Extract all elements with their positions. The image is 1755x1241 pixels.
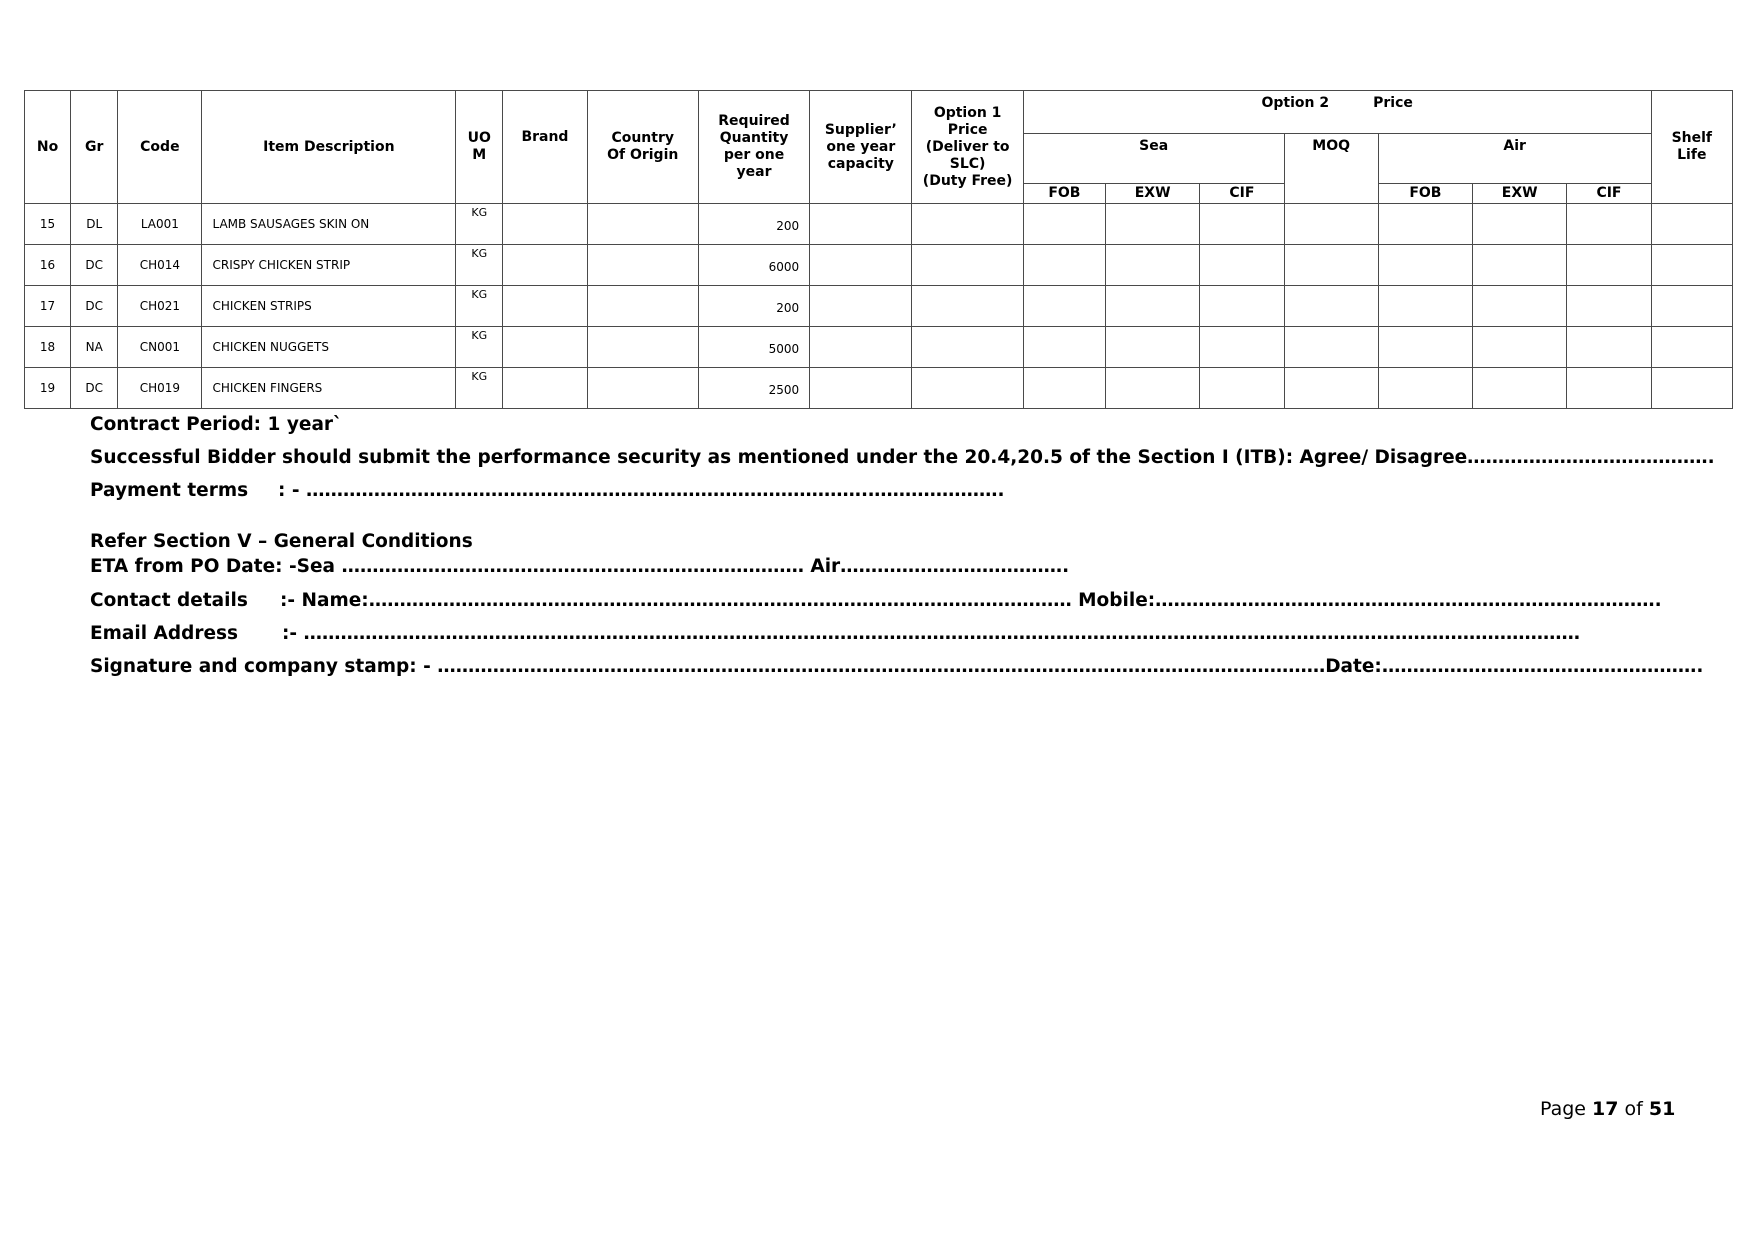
header-price-label: Price: [1373, 95, 1413, 111]
header-option1-line3: (Deliver to: [925, 138, 1010, 155]
row-sea-cif[interactable]: [1200, 327, 1284, 368]
row-sea-fob[interactable]: [1023, 204, 1105, 245]
row-gr: DL: [71, 204, 118, 245]
table-row: [25, 368, 1733, 409]
header-option1-line5: (Duty Free): [922, 172, 1013, 189]
row-shelf-life[interactable]: [1651, 245, 1732, 286]
row-shelf-life[interactable]: [1651, 286, 1732, 327]
row-air-fob[interactable]: [1378, 245, 1472, 286]
row-moq[interactable]: [1284, 204, 1378, 245]
row-air-exw[interactable]: [1473, 368, 1567, 409]
row-air-fob[interactable]: [1378, 368, 1472, 409]
row-brand[interactable]: [503, 286, 587, 327]
page-number: [1540, 1098, 1675, 1120]
row-moq[interactable]: [1284, 286, 1378, 327]
row-sea-exw[interactable]: [1106, 327, 1200, 368]
header-option2-price: [1023, 91, 1651, 134]
page-total: 51: [1648, 1098, 1676, 1120]
header-sea-fob: FOB: [1023, 184, 1105, 204]
header-brand: Brand: [503, 91, 587, 204]
row-supplier-capacity[interactable]: [810, 327, 912, 368]
row-qty: 200: [698, 286, 809, 327]
row-description: CRISPY CHICKEN STRIP: [202, 245, 456, 286]
row-shelf-life[interactable]: [1651, 368, 1732, 409]
row-sea-cif[interactable]: [1200, 204, 1284, 245]
row-no: 18: [25, 327, 71, 368]
header-option2-label: Option 2: [1261, 95, 1330, 111]
row-qty: 6000: [698, 245, 809, 286]
row-supplier-capacity[interactable]: [810, 286, 912, 327]
email-address: [90, 623, 1580, 644]
row-sea-cif[interactable]: [1200, 368, 1284, 409]
row-description: CHICKEN NUGGETS: [202, 327, 456, 368]
table-row: [25, 286, 1733, 327]
row-shelf-life[interactable]: [1651, 327, 1732, 368]
row-uom: KG: [456, 286, 503, 327]
header-item-description: Item Description: [202, 91, 456, 204]
row-supplier-capacity[interactable]: [810, 368, 912, 409]
header-gr: Gr: [71, 91, 118, 204]
row-uom: KG: [456, 245, 503, 286]
page-of: of: [1624, 1098, 1643, 1120]
row-supplier-capacity[interactable]: [810, 245, 912, 286]
header-country-line1: Country: [611, 130, 674, 146]
header-uom: [456, 91, 503, 204]
header-country-of-origin: [587, 91, 698, 204]
page-prefix: Page: [1540, 1098, 1586, 1120]
row-sea-fob[interactable]: [1023, 368, 1105, 409]
row-brand[interactable]: [503, 327, 587, 368]
header-sea-cif: CIF: [1200, 184, 1284, 204]
header-uom-line2: M: [472, 147, 487, 163]
table-row: [25, 327, 1733, 368]
row-country[interactable]: [587, 245, 698, 286]
row-sea-exw[interactable]: [1106, 286, 1200, 327]
header-option1-line4: SLC): [949, 155, 986, 172]
row-air-cif[interactable]: [1567, 286, 1651, 327]
row-air-cif[interactable]: [1567, 368, 1651, 409]
performance-security: Successful Bidder should submit the performance security as mentioned under the 20.4,20.5 of the Section I (ITB): Agree/ Disagree………………………………….: [90, 447, 1715, 468]
contact-details-field[interactable]: :- Name:…………………………………………………………………………………………………… Mobile:……………………………………………………………………….: [280, 590, 1662, 611]
email-address-label: Email Address: [90, 623, 239, 644]
row-description: CHICKEN STRIPS: [202, 286, 456, 327]
header-air-exw: EXW: [1473, 184, 1567, 204]
row-air-exw[interactable]: [1473, 245, 1567, 286]
eta-from-po[interactable]: ETA from PO Date: -Sea ………………………………………………………………… Air……………………………….: [90, 556, 1070, 577]
row-code: CH014: [118, 245, 202, 286]
row-gr: NA: [71, 327, 118, 368]
row-country[interactable]: [587, 204, 698, 245]
row-qty: 5000: [698, 327, 809, 368]
email-address-field[interactable]: :- ………………………………………………………………………………………………………………………………………………………………………………………: [282, 623, 1581, 644]
row-gr: DC: [71, 245, 118, 286]
row-code: CN001: [118, 327, 202, 368]
contact-details: [90, 590, 1662, 611]
row-air-exw[interactable]: [1473, 286, 1567, 327]
row-sea-fob[interactable]: [1023, 245, 1105, 286]
header-supplier-capacity: [810, 91, 912, 204]
header-option1-line1: Option 1: [933, 104, 1002, 121]
row-shelf-life[interactable]: [1651, 204, 1732, 245]
row-brand[interactable]: [503, 204, 587, 245]
row-gr: DC: [71, 368, 118, 409]
row-option1-price[interactable]: [912, 286, 1023, 327]
row-moq[interactable]: [1284, 245, 1378, 286]
header-shelf-life-line1: Shelf: [1671, 130, 1713, 146]
header-air: Air: [1378, 134, 1651, 184]
row-sea-exw[interactable]: [1106, 204, 1200, 245]
row-uom: KG: [456, 368, 503, 409]
row-code: CH019: [118, 368, 202, 409]
row-country[interactable]: [587, 286, 698, 327]
row-option1-price[interactable]: [912, 204, 1023, 245]
row-supplier-capacity[interactable]: [810, 204, 912, 245]
row-qty: 2500: [698, 368, 809, 409]
row-country[interactable]: [587, 368, 698, 409]
row-qty: 200: [698, 204, 809, 245]
header-code: Code: [118, 91, 202, 204]
contact-details-label: Contact details: [90, 590, 248, 611]
header-option1-line2: Price: [947, 121, 988, 138]
header-required-quantity-line3: per one: [723, 147, 785, 163]
header-required-quantity-line2: Quantity: [719, 130, 789, 146]
payment-terms-label: Payment terms: [90, 480, 249, 501]
payment-terms-field[interactable]: : - ……………………………………………………………………………….………………….: [278, 480, 1005, 501]
row-air-fob[interactable]: [1378, 204, 1472, 245]
header-supplier-capacity-line2: one year: [826, 138, 896, 155]
payment-terms: [90, 480, 1005, 501]
refer-section: Refer Section V – General Conditions: [90, 531, 473, 552]
row-gr: DC: [71, 286, 118, 327]
header-shelf-life: [1651, 91, 1732, 204]
header-supplier-capacity-line1: Supplier’: [824, 121, 897, 138]
header-option1-price: [912, 91, 1023, 204]
row-brand[interactable]: [503, 245, 587, 286]
row-sea-fob[interactable]: [1023, 327, 1105, 368]
signature-line[interactable]: Signature and company stamp: - ………………………………………………………………………………………………………………………………Date:…………………………………………….: [90, 656, 1704, 677]
row-code: LA001: [118, 204, 202, 245]
table-row: [25, 245, 1733, 286]
header-uom-line1: UO: [467, 130, 491, 146]
header-air-fob: FOB: [1378, 184, 1472, 204]
row-description: LAMB SAUSAGES SKIN ON: [202, 204, 456, 245]
row-sea-cif[interactable]: [1200, 286, 1284, 327]
row-moq[interactable]: [1284, 368, 1378, 409]
row-sea-fob[interactable]: [1023, 286, 1105, 327]
row-brand[interactable]: [503, 368, 587, 409]
header-required-quantity-line4: year: [736, 164, 772, 180]
row-air-fob[interactable]: [1378, 327, 1472, 368]
row-country[interactable]: [587, 327, 698, 368]
header-air-cif: CIF: [1567, 184, 1651, 204]
row-sea-exw[interactable]: [1106, 368, 1200, 409]
row-sea-exw[interactable]: [1106, 245, 1200, 286]
row-air-exw[interactable]: [1473, 204, 1567, 245]
header-country-line2: Of Origin: [607, 147, 679, 163]
header-shelf-life-line2: Life: [1677, 147, 1707, 163]
row-uom: KG: [456, 327, 503, 368]
row-option1-price[interactable]: [912, 327, 1023, 368]
header-supplier-capacity-line3: capacity: [827, 155, 894, 172]
page-current: 17: [1592, 1098, 1619, 1120]
contract-period: Contract Period: 1 year`: [90, 414, 343, 435]
row-air-cif[interactable]: [1567, 245, 1651, 286]
row-air-cif[interactable]: [1567, 204, 1651, 245]
row-no: 15: [25, 204, 71, 245]
row-air-exw[interactable]: [1473, 327, 1567, 368]
items-table: [24, 90, 1733, 409]
row-code: CH021: [118, 286, 202, 327]
header-required-quantity: [698, 91, 809, 204]
row-no: 16: [25, 245, 71, 286]
header-sea-exw: EXW: [1106, 184, 1200, 204]
row-sea-cif[interactable]: [1200, 245, 1284, 286]
row-air-fob[interactable]: [1378, 286, 1472, 327]
header-no: No: [25, 91, 71, 204]
row-moq[interactable]: [1284, 327, 1378, 368]
header-sea: Sea: [1023, 134, 1284, 184]
table-row: [25, 204, 1733, 245]
header-moq: MOQ: [1284, 134, 1378, 204]
row-option1-price[interactable]: [912, 245, 1023, 286]
row-option1-price[interactable]: [912, 368, 1023, 409]
row-description: CHICKEN FINGERS: [202, 368, 456, 409]
row-no: 17: [25, 286, 71, 327]
row-uom: KG: [456, 204, 503, 245]
row-no: 19: [25, 368, 71, 409]
row-air-cif[interactable]: [1567, 327, 1651, 368]
header-required-quantity-line1: Required: [718, 113, 790, 129]
